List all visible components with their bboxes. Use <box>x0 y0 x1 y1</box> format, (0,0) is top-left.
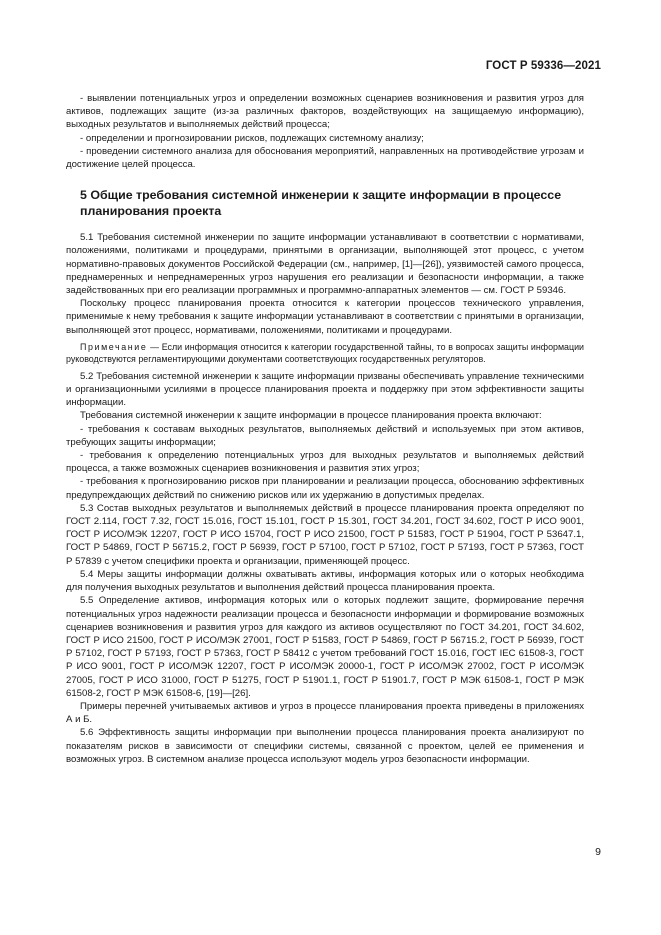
requirement-item-2: - требования к определению потенциальных угроз для выходных результатов и выполняемых действий процесса, а также возможных сценариев возникновения и развития этих угроз; <box>66 450 584 475</box>
note-text: — Если информация относится к категории государственной тайны, то в вопросах защиты информации руководствуются регламентирующими документами соответствующих государственных регуляторов. <box>66 341 584 365</box>
intro-item-3: - проведении системного анализа для обоснования мероприятий, направленных на противодействие угрозам и достижение целей процесса. <box>66 145 584 171</box>
paragraph-5-1-continued: Поскольку процесс планирования проекта относится к категории процессов технического управления, применимые к нему требования к защите информации устанавливают в соответствии с принятыми в организации, выполняющей этот процесс, нормативами, положениями, политиками и процедурами. <box>66 298 584 336</box>
section-5-title: 5 Общие требования системной инженерии к защите информации в процессе планирования проекта <box>80 188 562 218</box>
paragraph-5-3: 5.3 Состав выходных результатов и выполняемых действий в процессе планирования проекта определяют по ГОСТ 2.114, ГОСТ 7.32, ГОСТ 15.016, ГОСТ 15.101, ГОСТ Р 15.301, ГОСТ 34.201, ГОСТ 34.602, ГОСТ Р ИСО 9001, ГОСТ Р ИСО/МЭК 12207, ГОСТ Р ИСО 15704, ГОСТ Р ИСО 21500, ГОСТ Р 51583, ГОСТ Р 51904, ГОСТ Р 53647.1, ГОСТ Р 54869, ГОСТ Р 56715.2, ГОСТ Р 56939, ГОСТ Р 57100, ГОСТ Р 57102, ГОСТ Р 57193, ГОСТ Р 57363, ГОСТ Р 57839 с учетом специфики проекта и организации, применяющей процесс. <box>66 502 584 567</box>
paragraph-5-2-intro: Требования системной инженерии к защите информации в процессе планирования проекта включают: <box>80 410 542 422</box>
intro-item-2: - определении и прогнозировании рисков, подлежащих системному анализу; <box>80 132 424 144</box>
paragraph-5-5-continued: Примеры перечней учитываемых активов и угроз в процессе планирования проекта приведены в приложениях А и Б. <box>66 700 584 726</box>
paragraph-5-1: 5.1 Требования системной инженерии по защите информации устанавливают в соответствии с нормативами, положениями, политиками и процедурами, принятыми в организации, выполняющей этот процесс, с учетом нормативно-правовых документов Российской Федерации (см., например, [1]—[26]), уязвимостей самого процесса, преднамеренных и непреднамеренных угроз нарушения его реализации и безопасности информации, а также задействованных при его реализации программных и программно-аппаратных элементов — см. ГОСТ Р 59346. <box>66 232 584 297</box>
document-body <box>66 92 584 766</box>
paragraph-5-5: 5.5 Определение активов, информация которых или о которых подлежит защите, формирование перечня потенциальных угроз надежности реализации процесса и безопасности информации и формирование возможных сценариев возникновения и развития угроз для каждого из активов осуществляют по ГОСТ 34.201, ГОСТ 34.602, ГОСТ Р ИСО 21500, ГОСТ Р ИСО/МЭК 27001, ГОСТ Р 51583, ГОСТ Р 54869, ГОСТ Р 56715.2, ГОСТ Р 56939, ГОСТ Р 57102, ГОСТ Р 57193, ГОСТ Р 57363, ГОСТ Р 58412 с учетом требований ГОСТ 15.016, ГОСТ IEC 61508-3, ГОСТ Р ИСО 9001, ГОСТ Р ИСО/МЭК 12207, ГОСТ Р ИСО/МЭК 20000-1, ГОСТ Р ИСО/МЭК 27002, ГОСТ Р ИСО/МЭК 27005, ГОСТ Р ИСО 31000, ГОСТ Р 51275, ГОСТ Р 51901.1, ГОСТ Р 51901.7, ГОСТ Р МЭК 61508-1, ГОСТ Р МЭК 61508-2, ГОСТ Р МЭК 61508-6, [19]—[26]. <box>66 595 584 699</box>
intro-item-1: - выявлении потенциальных угроз и определении возможных сценариев возникновения и развития угроз для активов, подлежащих защите (из-за различных факторов, воздействующих на защищаемую информацию), выходных результатов и выполняемых действий процесса; <box>66 93 584 131</box>
page-number: 9 <box>595 846 601 858</box>
paragraph-5-2: 5.2 Требования системной инженерии к защите информации призваны обеспечивать управление техническими и организационными усилиями в процессе планирования проекта и поддержку при этом эффективности защиты информации. <box>66 370 584 409</box>
document-header: ГОСТ Р 59336—2021 <box>485 60 601 72</box>
requirement-item-3: - требования к прогнозированию рисков при планировании и реализации процесса, обоснованию эффективных предупреждающих действий по снижению рисков или их удержанию в допустимых пределах. <box>66 476 584 501</box>
note <box>66 341 584 366</box>
requirement-item-1: - требования к составам выходных результатов, выполняемых действий и используемых при этом активов, требующих защиты информации; <box>66 423 584 448</box>
paragraph-5-6: 5.6 Эффективность защиты информации при выполнении процесса планирования проекта анализируют по показателям рисков в зависимости от специфики системы, связанной с проектом, целей ее применения и возможных угроз. В системном анализе процесса используют модель угроз безопасности информации. <box>66 727 584 765</box>
note-label: Примечание <box>80 341 148 352</box>
paragraph-5-4: 5.4 Меры защиты информации должны охватывать активы, информация которых или о которых необходима для получения выходных результатов и выполнения действий процесса планирования проекта. <box>66 568 584 594</box>
